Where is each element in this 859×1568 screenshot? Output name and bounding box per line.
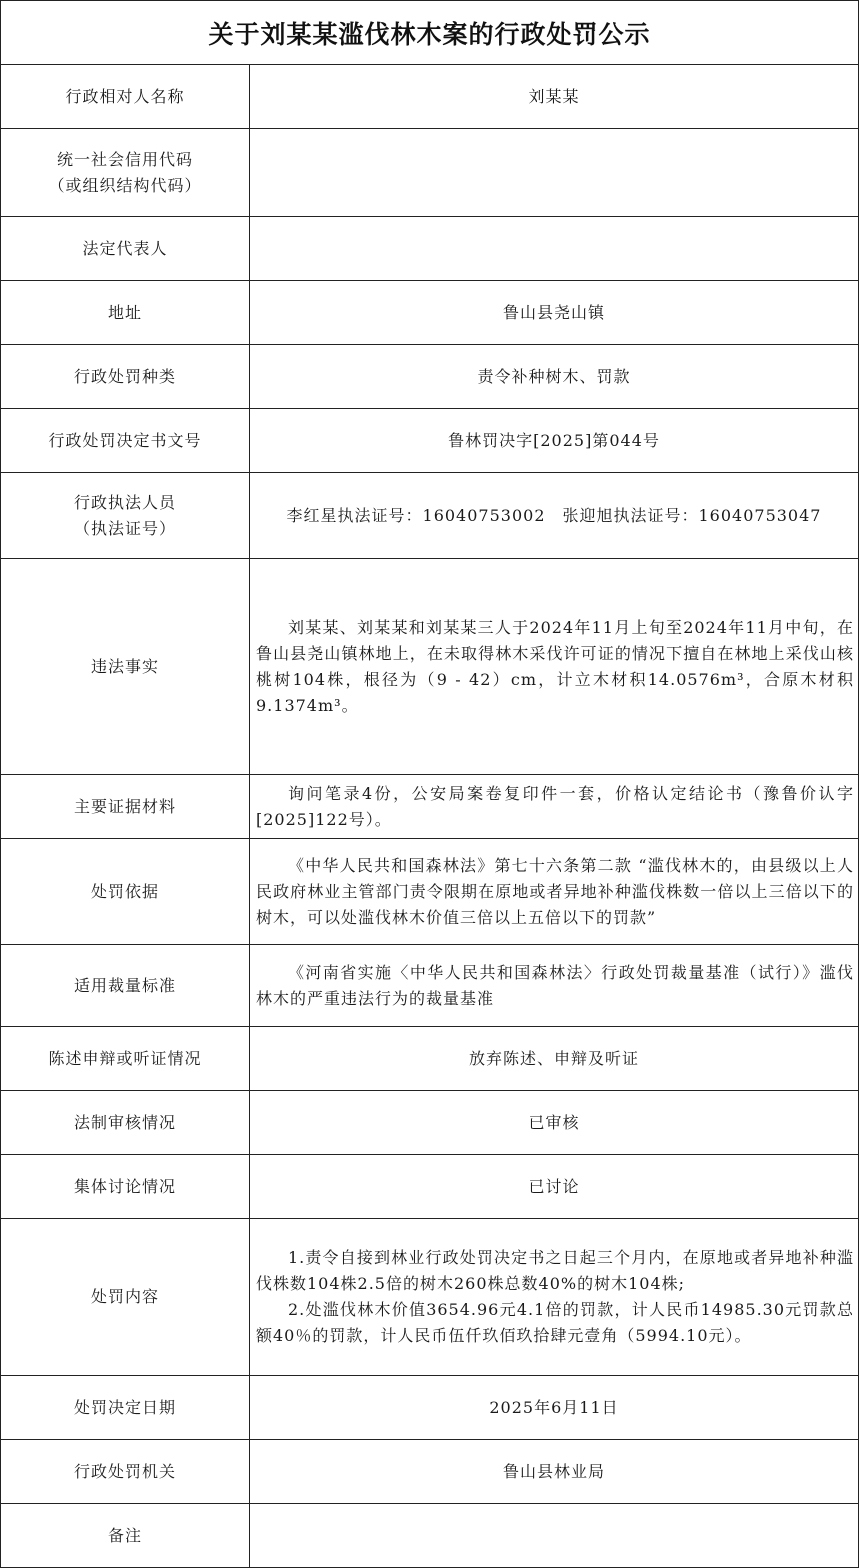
row-value-decision-number: 鲁林罚决字[2025]第044号 (250, 409, 859, 473)
table-row (1, 281, 859, 345)
table-row (1, 345, 859, 409)
label-line: （执法证号） (73, 518, 176, 538)
table-row (1, 1504, 859, 1568)
row-value-collective-discussion: 已讨论 (250, 1155, 859, 1219)
row-value-party-name: 刘某某 (250, 65, 859, 129)
penalty-table (0, 64, 859, 1568)
paragraph: 1.责令自接到林业行政处罚决定书之日起三个月内，在原地或者异地补种滥伐株数104株2.5倍的树木260株总数40%的树木104株; (256, 1248, 854, 1293)
table-row (1, 217, 859, 281)
table-row (1, 473, 859, 559)
paragraph: 2.处滥伐林木价值3654.96元4.1倍的罚款，计人民币14985.30元罚款总额40％的罚款，计人民币伍仟玖佰玖拾肆元壹角（5994.10元）。 (256, 1300, 854, 1345)
row-label-collective-discussion: 集体讨论情况 (1, 1155, 250, 1219)
row-value-penalty-content (250, 1219, 859, 1376)
row-value-hearing: 放弃陈述、申辩及听证 (250, 1027, 859, 1091)
row-label-hearing: 陈述申辩或听证情况 (1, 1027, 250, 1091)
row-label-address: 地址 (1, 281, 250, 345)
row-label-decision-number: 行政处罚决定书文号 (1, 409, 250, 473)
row-value-legal-basis (250, 839, 859, 945)
row-value-legal-rep (250, 217, 859, 281)
table-row (1, 1376, 859, 1440)
row-label-officers (1, 473, 250, 559)
row-label-penalty-content: 处罚内容 (1, 1219, 250, 1376)
row-value-legal-review: 已审核 (250, 1091, 859, 1155)
row-label-credit-code (1, 129, 250, 217)
row-label-authority: 行政处罚机关 (1, 1440, 250, 1504)
label-line: （或组织结构代码） (48, 175, 202, 195)
row-label-discretion-standard: 适用裁量标准 (1, 945, 250, 1027)
row-label-legal-rep: 法定代表人 (1, 217, 250, 281)
row-label-party-name: 行政相对人名称 (1, 65, 250, 129)
row-value-evidence (250, 775, 859, 839)
table-row (1, 129, 859, 217)
table-row (1, 559, 859, 775)
row-value-violation-facts (250, 559, 859, 775)
table-row (1, 1219, 859, 1376)
row-value-authority: 鲁山县林业局 (250, 1440, 859, 1504)
paragraph: 刘某某、刘某某和刘某某三人于2024年11月上旬至2024年11月中旬，在鲁山县尧山镇林地上，在未取得林木采伐许可证的情况下擅自在林地上采伐山核桃树104株，根径为（9 - 42）cm，计立木材积14.0576m³，合原木材积9.1374m³。 (256, 617, 854, 715)
row-value-address: 鲁山县尧山镇 (250, 281, 859, 345)
paragraph: 《河南省实施〈中华人民共和国森林法〉行政处罚裁量基准（试行）》滥伐林木的严重违法行为的裁量基准 (256, 962, 854, 1008)
row-value-penalty-type: 责令补种树木、罚款 (250, 345, 859, 409)
paragraph: 《中华人民共和国森林法》第七十六条第二款 “滥伐林木的，由县级以上人民政府林业主管部门责令限期在原地或者异地补种滥伐株数一倍以上三倍以下的树木，可以处滥伐林木价值三倍以上五倍以下的罚款” (256, 855, 854, 927)
table-row (1, 65, 859, 129)
row-value-decision-date: 2025年6月11日 (250, 1376, 859, 1440)
row-label-legal-basis: 处罚依据 (1, 839, 250, 945)
row-value-officers: 李红星执法证号：16040753002 张迎旭执法证号：16040753047 (250, 473, 859, 559)
row-value-discretion-standard (250, 945, 859, 1027)
table-row (1, 1027, 859, 1091)
row-label-violation-facts: 违法事实 (1, 559, 250, 775)
paragraph: 询问笔录4份，公安局案卷复印件一套，价格认定结论书（豫鲁价认字[2025]122号）。 (256, 783, 854, 829)
table-row (1, 839, 859, 945)
table-row (1, 1091, 859, 1155)
row-label-evidence: 主要证据材料 (1, 775, 250, 839)
row-value-credit-code (250, 129, 859, 217)
row-label-legal-review: 法制审核情况 (1, 1091, 250, 1155)
row-value-remarks (250, 1504, 859, 1568)
label-line: 统一社会信用代码 (56, 149, 193, 169)
table-row (1, 1440, 859, 1504)
label-line: 行政执法人员 (73, 492, 176, 512)
table-row (1, 775, 859, 839)
table-row (1, 1155, 859, 1219)
row-label-decision-date: 处罚决定日期 (1, 1376, 250, 1440)
document-title: 关于刘某某滥伐林木案的行政处罚公示 (0, 0, 859, 64)
table-row (1, 945, 859, 1027)
table-row (1, 409, 859, 473)
row-label-penalty-type: 行政处罚种类 (1, 345, 250, 409)
row-label-remarks: 备注 (1, 1504, 250, 1568)
